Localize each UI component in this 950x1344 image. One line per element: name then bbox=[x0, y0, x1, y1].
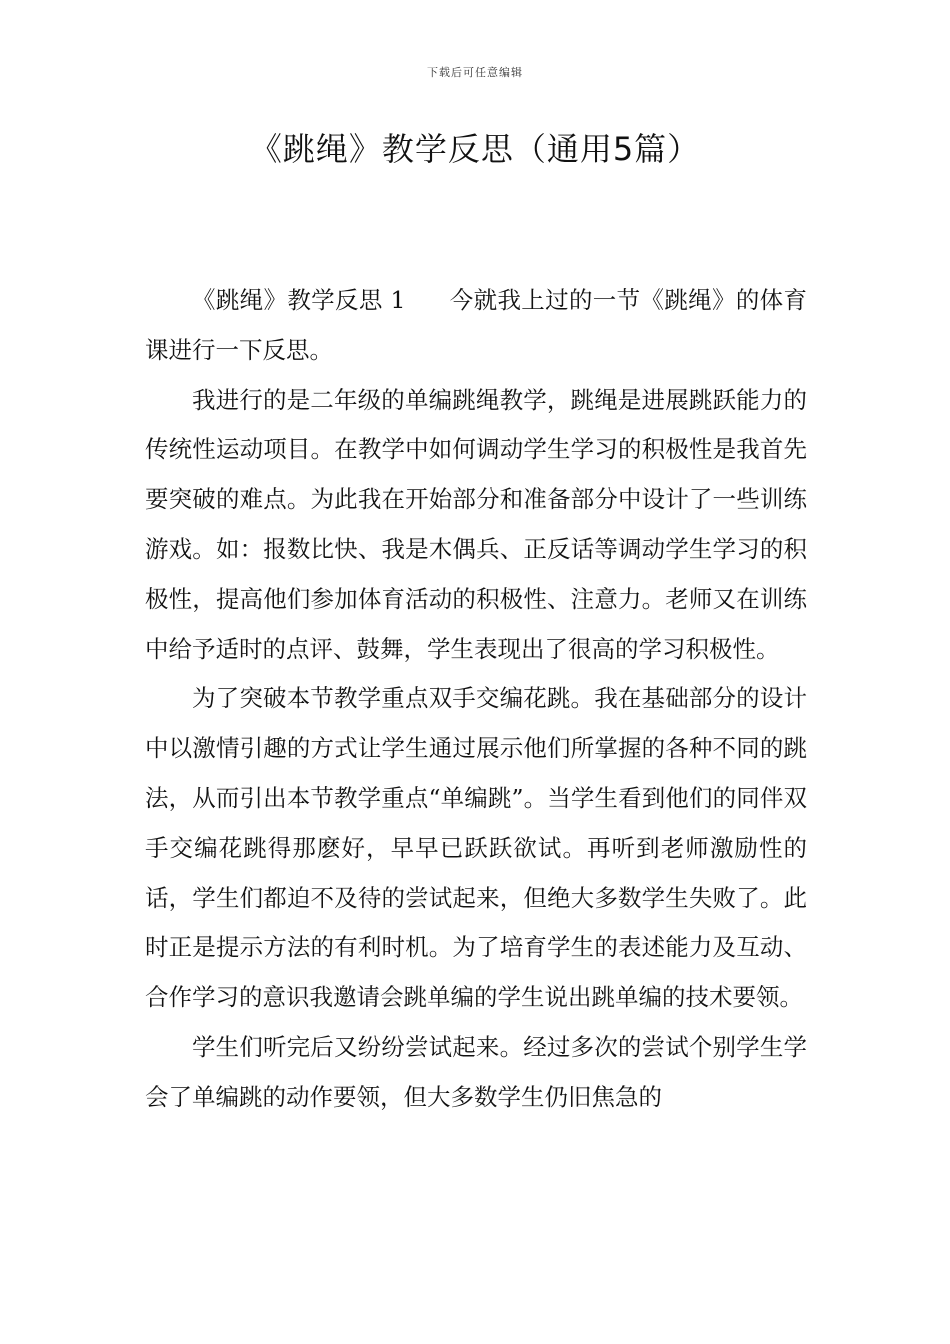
paragraph-3: 为了突破本节教学重点双手交编花跳。我在基础部分的设计中以激情引趣的方式让学生通过展示他们所掌握的各种不同的跳法，从而引出本节教学重点“单编跳”。当学生看到他们的同伴双手交编花跳得那麽好，早早已跃跃欲试。再听到老师激励性的话，学生们都迫不及待的尝试起来，但绝大多数学生失败了。此时正是提示方法的有利时机。为了培育学生的表述能力及互动、合作学习的意识我邀请会跳单编的学生说出跳单编的技术要领。 bbox=[145, 684, 807, 1012]
paragraph-2: 我进行的是二年级的单编跳绳教学，跳绳是进展跳跃能力的传统性运动项目。在教学中如何调动学生学习的积极性是我首先要突破的难点。为此我在开始部分和准备部分中设计了一些训练游戏。如：报数比快、我是木偶兵、正反话等调动学生学习的积极性，提高他们参加体育活动的积极性、注意力。老师又在训练中给予适时的点评、鼓舞，学生表现出了很高的学习积极性。 bbox=[145, 385, 807, 663]
section-intro: 今就我上过的一节《跳绳》的体育课进行一下反思。 bbox=[145, 286, 808, 364]
paragraph-1 bbox=[145, 276, 807, 376]
paragraph-4: 学生们听完后又纷纷尝试起来。经过多次的尝试个别学生学会了单编跳的动作要领，但大多数学生仍旧焦急的 bbox=[145, 1032, 807, 1111]
section-heading: 《跳绳》教学反思 1 bbox=[192, 286, 406, 314]
document-title: 《跳绳》教学反思（通用5篇） bbox=[249, 130, 701, 168]
document-body bbox=[145, 276, 807, 1123]
header-note: 下载后可任意编辑 bbox=[427, 66, 523, 79]
